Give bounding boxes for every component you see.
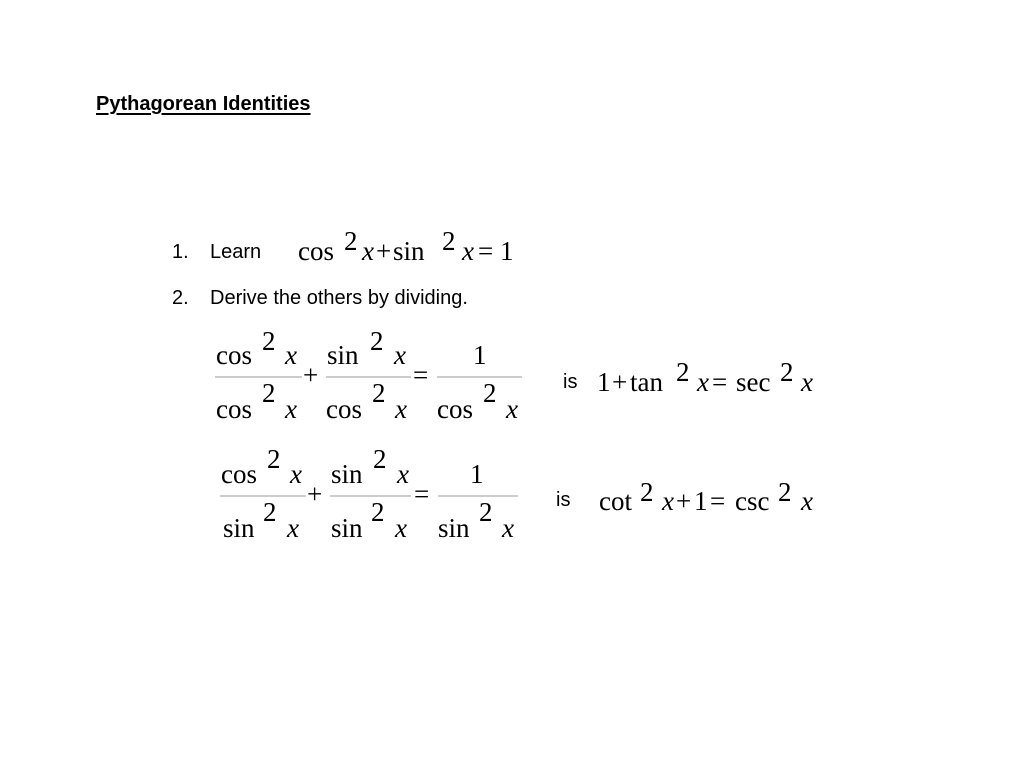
d2-num3: 1 bbox=[470, 459, 484, 489]
d1-result-plus: + bbox=[612, 367, 628, 397]
d2-result-c-exp: 2 bbox=[778, 477, 792, 507]
d2-result-eq: = bbox=[710, 486, 726, 516]
d1-den1-x: x bbox=[285, 394, 297, 424]
d1-result-b-exp: 2 bbox=[676, 357, 690, 387]
d1-result-a: 1 bbox=[597, 367, 611, 397]
d1-den2-x: x bbox=[395, 394, 407, 424]
d2-num2-x: x bbox=[397, 459, 409, 489]
d2-plus: + bbox=[307, 479, 323, 509]
d1-num1-exp: 2 bbox=[262, 326, 276, 356]
d1-den3-exp: 2 bbox=[483, 378, 497, 408]
d2-den3-fn: sin bbox=[438, 513, 470, 543]
d1-result-c: sec bbox=[736, 367, 771, 397]
d1-num1-x: x bbox=[285, 340, 297, 370]
step-1-number: 1. bbox=[172, 241, 189, 263]
d1-den3-x: x bbox=[506, 394, 518, 424]
base-x-2: x bbox=[462, 236, 474, 266]
d2-den3-exp: 2 bbox=[479, 497, 493, 527]
d1-num3: 1 bbox=[473, 340, 487, 370]
base-one: 1 bbox=[500, 236, 514, 266]
d1-num2-x: x bbox=[394, 340, 406, 370]
d2-den1-x: x bbox=[287, 513, 299, 543]
base-cos: cos bbox=[298, 236, 334, 266]
d2-den1-fn: sin bbox=[223, 513, 255, 543]
base-sin-exponent: 2 bbox=[442, 226, 456, 256]
base-cos-exponent: 2 bbox=[344, 226, 358, 256]
derivation-cos bbox=[215, 326, 813, 424]
d2-num2-exp: 2 bbox=[373, 444, 387, 474]
d1-result-b: tan bbox=[630, 367, 663, 397]
base-sin: sin bbox=[393, 236, 425, 266]
d2-den2-exp: 2 bbox=[371, 497, 385, 527]
derivation-sin bbox=[220, 444, 813, 543]
d1-result-eq: = bbox=[712, 367, 728, 397]
d1-num1-fn: cos bbox=[216, 340, 252, 370]
d2-result-b: 1 bbox=[694, 486, 708, 516]
d2-den2-x: x bbox=[395, 513, 407, 543]
d2-result-plus: + bbox=[676, 486, 692, 516]
d2-result-a-exp: 2 bbox=[640, 477, 654, 507]
d1-plus: + bbox=[303, 360, 319, 390]
d2-result-c: csc bbox=[735, 486, 770, 516]
d1-den3-fn: cos bbox=[437, 394, 473, 424]
d2-result-a: cot bbox=[599, 486, 632, 516]
page-title: Pythagorean Identities bbox=[96, 93, 311, 115]
d1-den2-exp: 2 bbox=[372, 378, 386, 408]
d1-den2-fn: cos bbox=[326, 394, 362, 424]
d1-den1-fn: cos bbox=[216, 394, 252, 424]
d2-num2-fn: sin bbox=[331, 459, 363, 489]
step-1-text: Learn bbox=[210, 241, 262, 263]
d2-equals: = bbox=[414, 479, 430, 509]
d2-den2-fn: sin bbox=[331, 513, 363, 543]
d1-result-c-exp: 2 bbox=[780, 357, 794, 387]
d1-result-x-1: x bbox=[697, 367, 709, 397]
step-2-number: 2. bbox=[172, 287, 189, 309]
d2-num1-fn: cos bbox=[221, 459, 257, 489]
d2-result-x-2: x bbox=[801, 486, 813, 516]
is-label-2: is bbox=[556, 489, 571, 511]
d1-equals: = bbox=[413, 360, 429, 390]
d2-result-x-1: x bbox=[662, 486, 674, 516]
base-identity bbox=[298, 226, 514, 266]
d1-num2-exp: 2 bbox=[370, 326, 384, 356]
base-equals: = bbox=[478, 236, 494, 266]
base-x-1: x bbox=[362, 236, 374, 266]
d1-num2-fn: sin bbox=[327, 340, 359, 370]
step-2-text: Derive the others by dividing. bbox=[210, 287, 468, 309]
d2-num1-x: x bbox=[290, 459, 302, 489]
d2-den3-x: x bbox=[502, 513, 514, 543]
d1-den1-exp: 2 bbox=[262, 378, 276, 408]
is-label-1: is bbox=[563, 371, 578, 393]
d1-result-x-2: x bbox=[801, 367, 813, 397]
d2-den1-exp: 2 bbox=[263, 497, 277, 527]
d2-num1-exp: 2 bbox=[267, 444, 281, 474]
base-plus: + bbox=[376, 236, 392, 266]
